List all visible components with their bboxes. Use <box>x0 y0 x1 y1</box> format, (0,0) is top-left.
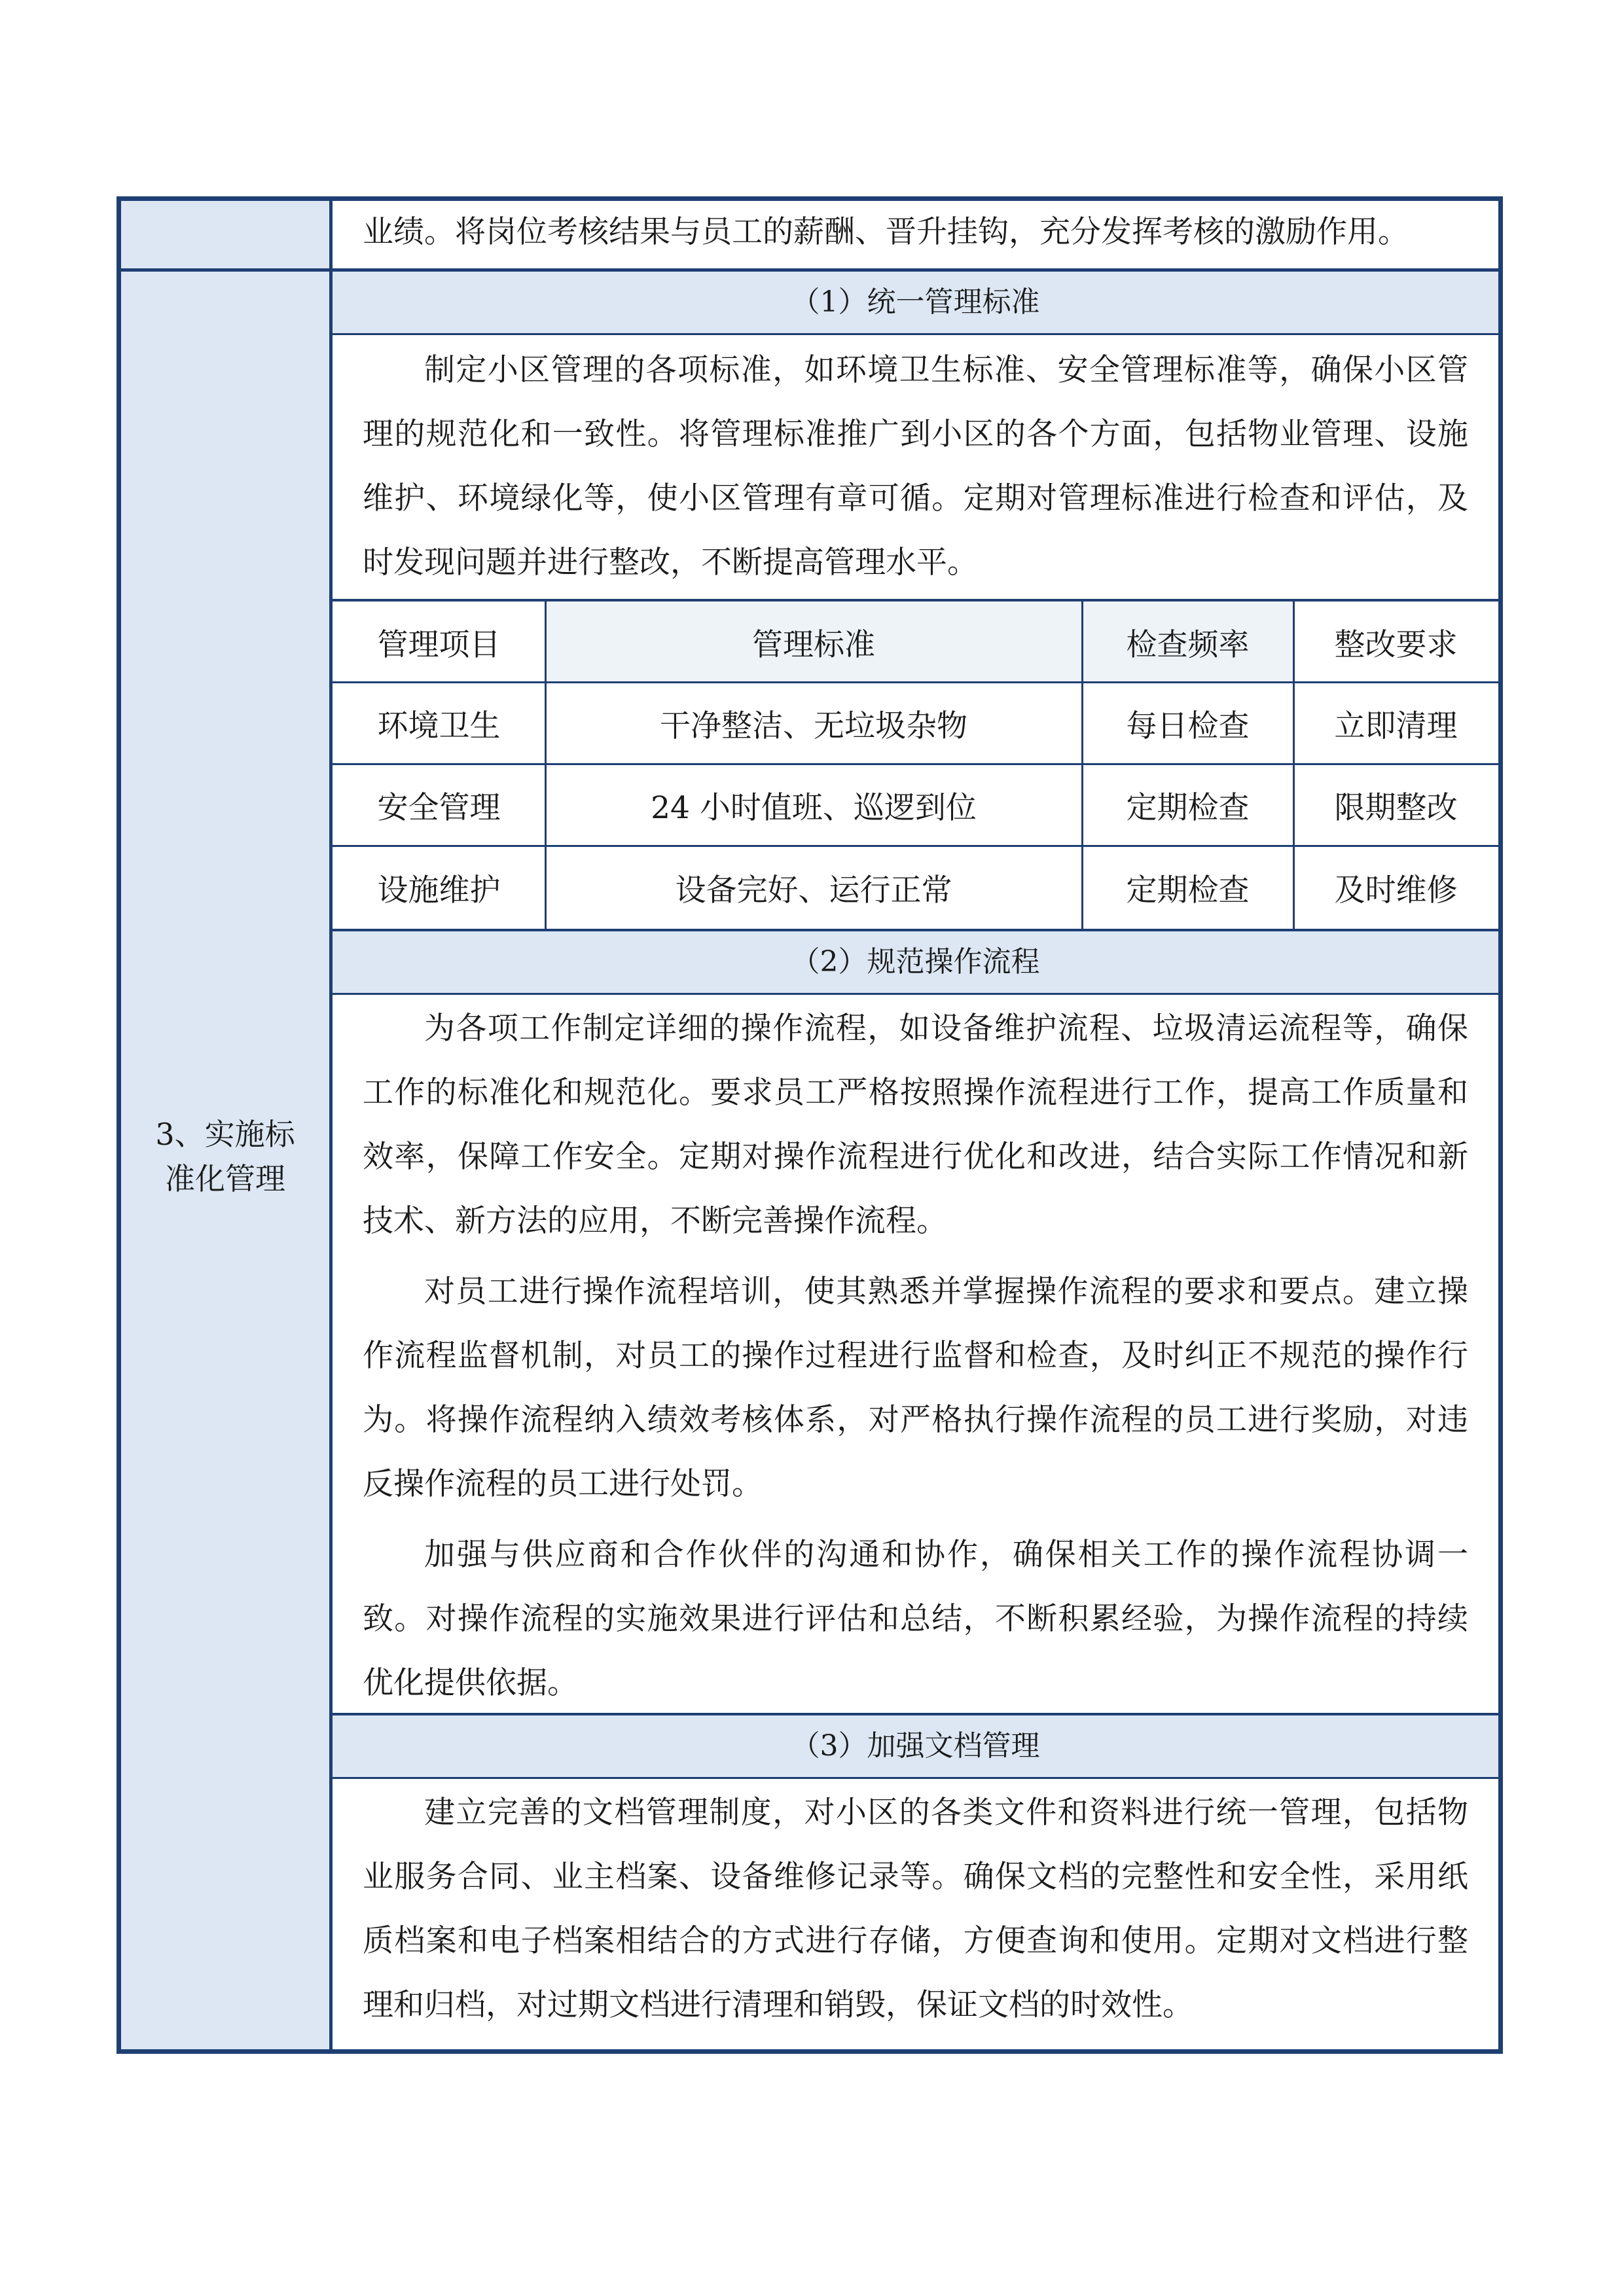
table-cell <box>1082 764 1293 846</box>
part3-paragraph <box>333 1781 1498 2048</box>
table-cell <box>545 846 1082 929</box>
header-requirement: 整改要求 <box>1334 626 1458 663</box>
table-cell <box>545 764 1082 846</box>
cell-item: 安全管理 <box>377 790 501 826</box>
table-line <box>333 845 1498 847</box>
table-line <box>545 601 547 929</box>
document-table <box>117 196 1503 2054</box>
part1-paragraph-text: 制定小区管理的各项标准，如环境卫生标准、安全管理标准等，确保小区管理的规范化和一致性。将管理标准推广到小区的各个方面，包括物业管理、设施维护、环境绿化等，使小区管理有章可循。定期对管理标准进行检查和评估，及时发现问题并进行整改，不断提高管理水平。 <box>363 352 1468 581</box>
section-label <box>121 1112 329 1204</box>
top-row-text <box>333 201 1498 268</box>
part2-paragraph-1: 为各项工作制定详细的操作流程，如设备维护流程、垃圾清运流程等，确保工作的标准化和规范化。要求员工严格按照操作流程进行工作，提高工作质量和效率，保障工作安全。定期对操作流程进行优化和改进，结合实际工作情况和新技术、新方法的应用，不断完善操作流程。 <box>363 1011 1468 1239</box>
part2-heading <box>333 931 1498 993</box>
table-cell <box>1082 846 1293 929</box>
table-cell <box>1082 683 1293 764</box>
table-header <box>333 601 545 683</box>
table-cell <box>333 683 545 764</box>
header-item: 管理项目 <box>377 626 501 663</box>
table-cell <box>333 764 545 846</box>
cell-requirement: 立即清理 <box>1334 708 1458 744</box>
table-header <box>1082 601 1293 683</box>
cell-standard: 24 小时值班、巡逻到位 <box>651 790 977 826</box>
part3-paragraph-text: 建立完善的文档管理制度，对小区的各类文件和资料进行统一管理，包括物业服务合同、业主档案、设备维修记录等。确保文档的完整性和安全性，采用纸质档案和电子档案相结合的方式进行存储，方便查询和使用。定期对文档进行整理和归档，对过期文档进行清理和销毁，保证文档的时效性。 <box>363 1795 1468 2023</box>
table-cell <box>333 846 545 929</box>
part2-heading-text: （2）规范操作流程 <box>791 945 1040 978</box>
header-frequency: 检查频率 <box>1126 626 1250 663</box>
table-header <box>545 601 1082 683</box>
table-line <box>333 763 1498 765</box>
header-standard: 管理标准 <box>752 626 875 663</box>
table-cell <box>545 683 1082 764</box>
cell-requirement: 及时维修 <box>1334 872 1458 908</box>
table-line <box>1293 601 1295 929</box>
cell-item: 设施维护 <box>377 872 501 908</box>
part3-heading <box>333 1715 1498 1777</box>
section-label-line2: 准化管理 <box>165 1161 285 1196</box>
part2-paragraph-2: 对员工进行操作流程培训，使其熟悉并掌握操作流程的要求和要点。建立操作流程监督机制，对员工的操作过程进行监督和检查，及时纠正不规范的操作行为。将操作流程纳入绩效考核体系，对严格执行操作流程的员工进行奖励，对违反操作流程的员工进行处罚。 <box>363 1274 1468 1502</box>
table-cell <box>1293 683 1498 764</box>
table-cell <box>1293 764 1498 846</box>
cell-requirement: 限期整改 <box>1334 790 1458 826</box>
part3-heading-text: （3）加强文档管理 <box>791 1729 1040 1763</box>
table-cell <box>1293 846 1498 929</box>
part1-heading-text: （1）统一管理标准 <box>791 285 1040 319</box>
section-label-line1: 3、实施标 <box>155 1117 295 1152</box>
cell-standard: 设备完好、运行正常 <box>675 872 952 908</box>
cell-frequency: 定期检查 <box>1126 872 1250 908</box>
divider <box>333 1777 1498 1779</box>
table-header <box>1293 601 1498 683</box>
part1-heading <box>333 272 1498 333</box>
standards-table <box>333 601 1498 937</box>
table-line <box>1081 601 1083 929</box>
cell-standard: 干净整洁、无垃圾杂物 <box>660 708 967 744</box>
part2-paragraph-3: 加强与供应商和合作伙伴的沟通和协作，确保相关工作的操作流程协调一致。对操作流程的实施效果进行评估和总结，不断积累经验，为操作流程的持续优化提供依据。 <box>363 1537 1468 1701</box>
cell-frequency: 定期检查 <box>1126 790 1250 826</box>
part2-body <box>333 997 1498 1713</box>
divider <box>333 333 1498 335</box>
cell-item: 环境卫生 <box>377 708 501 744</box>
divider <box>333 993 1498 995</box>
cell-frequency: 每日检查 <box>1126 708 1250 744</box>
table-line <box>333 681 1498 683</box>
top-row-content: 业绩。将岗位考核结果与员工的薪酬、晋升挂钩，充分发挥考核的激励作用。 <box>363 214 1409 250</box>
part1-paragraph <box>333 338 1498 599</box>
